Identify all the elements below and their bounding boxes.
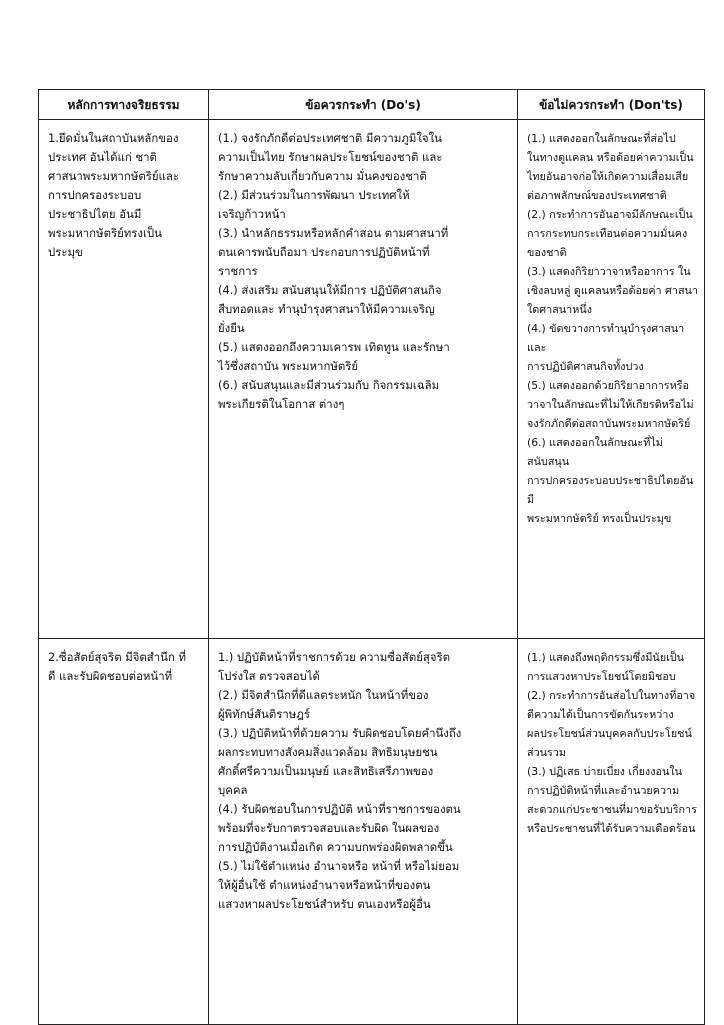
ethics-table <box>38 89 705 1025</box>
principle-line: 1.ยึดมั่นในสถาบันหลักของ <box>48 131 179 145</box>
table-row <box>39 639 705 1025</box>
dos-cell <box>209 639 518 1025</box>
donts-line: (3.) แสดงกิริยาวาจาหรืออาการ ใน <box>527 265 691 278</box>
donts-line: วาจาในลักษณะที่ไม่ให้เกียรติหรือไม่ <box>527 398 694 411</box>
dos-line: (1.) จงรักภักดีต่อประเทศชาติ มีความภูมิใจใน <box>218 131 442 145</box>
dos-line: (3.) ปฏิบัติหน้าที่ด้วยความ รับผิดชอบโดยคำนึงถึง <box>218 726 462 740</box>
dos-line: ศักดิ์ศรีความเป็นมนุษย์ และสิทธิเสรีภาพของ <box>218 764 434 778</box>
donts-line: ใดศาสนาหนึ่ง <box>527 303 593 316</box>
header-dos: ข้อควรกระทำ (Do's) <box>209 90 518 120</box>
dos-line: เจริญก้าวหน้า <box>218 207 286 221</box>
donts-line: พระมหากษัตริย์ ทรงเป็นประมุข <box>527 512 672 525</box>
header-donts: ข้อไม่ควรกระทำ (Don'ts) <box>518 90 705 120</box>
dos-line: พระเกียรติในโอกาส ต่างๆ <box>218 397 345 411</box>
dos-line: 1.) ปฏิบัติหน้าที่ราชการด้วย ความซื่อสัตย์สุจริต <box>218 650 451 664</box>
dos-line: (2.) มีส่วนร่วมในการพัฒนา ประเทศให้ <box>218 188 410 202</box>
dos-line: ความเป็นไทย รักษาผลประโยชน์ของชาติ และ <box>218 150 443 164</box>
donts-line: การปฏิบัติศาสนกิจทั้งปวง <box>527 360 644 373</box>
donts-line: การปฏิบัติหน้าที่และอำนวยความ <box>527 784 680 797</box>
dos-line: (5.) แสดงออกถึงความเคารพ เทิดทูน และรักษา <box>218 340 450 354</box>
dos-line: ยั่งยืน <box>218 321 245 335</box>
dos-line: (3.) นำหลักธรรมหรือหลักคำสอน ตามศาสนาที่ <box>218 226 449 240</box>
dos-line: ราชการ <box>218 264 258 278</box>
donts-line: (3.) ปฏิเสธ บ่ายเบี่ยง เกี่ยงงอนใน <box>527 765 682 778</box>
dos-line: สืบทอดและ ทำนุบำรุงศาสนาให้มีความเจริญ <box>218 302 435 316</box>
donts-line: จงรักภักดีต่อสถาบันพระมหากษัตริย์ <box>527 417 691 430</box>
donts-line: ผลประโยชน์ส่วนบุคคลกับประโยชน์ <box>527 727 692 740</box>
dos-line: พร้อมที่จะรับกาตรวจสอบและรับผิด ในผลของ <box>218 821 440 835</box>
dos-line: ผลกระทบทางสังคมสิ่งแวดล้อม สิทธิมนุษยชน <box>218 745 438 759</box>
dos-line: รักษาความลับเกี่ยวกับความ มั่นคงของชาติ <box>218 169 427 183</box>
dos-line: ให้ผู้อื่นใช้ ตำแหน่งอำนาจหรือหน้าที่ของตน <box>218 878 431 892</box>
donts-line: เชิงลบหลู่ ดูแคลนหรือด้อยค่า ศาสนา <box>527 284 699 297</box>
dos-line: (4.) รับผิดชอบในการปฏิบัติ หน้าที่ราชการของตน <box>218 802 461 816</box>
principle-line: ประชาธิปไตย อันมี <box>48 207 142 221</box>
dos-line: ไว้ซึ่งสถาบัน พระมหากษัตริย์ <box>218 359 359 373</box>
donts-line: (5.) แสดงออกด้วยกิริยาอาการหรือ <box>527 379 689 392</box>
donts-line: การแสวงหาประโยชน์โดยมิชอบ <box>527 670 676 683</box>
donts-line: การกระทบกระเทือนต่อความมั่นคง <box>527 227 688 240</box>
principle-line: การปกครองระบอบ <box>48 188 142 202</box>
principle-line: ศาสนาพระมหากษัตริย์และ <box>48 169 179 183</box>
donts-line: สะดวกแก่ประชาชนที่มาขอรับบริการ <box>527 803 697 816</box>
dos-line: (6.) สนับสนุนและมีส่วนร่วมกับ กิจกรรมเฉลิม <box>218 378 440 392</box>
dos-line: (2.) มีจิตสำนึกที่ดีแลตระหนัก ในหน้าที่ของ <box>218 688 429 702</box>
dos-line: ตนเคารพนับถือมา ประกอบการปฏิบัติหน้าที่ <box>218 245 430 259</box>
donts-line: ไทยอันอาจก่อให้เกิดความเสื่อมเสีย <box>527 170 689 183</box>
donts-line: (1.) แสดงถึงพฤติกรรมซึ่งมีนัยเป็น <box>527 651 685 664</box>
table-row <box>39 120 705 639</box>
principle-cell <box>39 639 209 1025</box>
donts-line: ตีความได้เป็นการขัดกันระหว่าง <box>527 708 674 721</box>
donts-line: หรือประชาชนที่ได้รับความเดือดร้อน <box>527 822 696 835</box>
principle-line: ดี และรับผิดชอบต่อหน้าที่ <box>48 669 173 683</box>
donts-line: ในทางดูแคลน หรือด้อยค่าความเป็น <box>527 151 694 164</box>
principle-line: พระมหากษัตริย์ทรงเป็น <box>48 226 162 240</box>
donts-line: (1.) แสดงออกในลักษณะที่ส่อไป <box>527 132 676 145</box>
dos-line: โปร่งใส ตรวจสอบได้ <box>218 669 320 683</box>
dos-cell <box>209 120 518 639</box>
donts-line: ของชาติ <box>527 246 567 259</box>
dos-line: การปฏิบัติงานเมื่อเกิด ความบกพร่องผิดพลาดขึ้น <box>218 840 453 854</box>
donts-line: (2.) กระทำการอันส่อไปในทางที่อาจ <box>527 689 696 702</box>
donts-line: (6.) แสดงออกในลักษณะที่ไม่สนับสนุน <box>527 436 663 468</box>
donts-line: การปกครองระบอบประชาธิปไตยอันมี <box>527 474 694 506</box>
donts-line: (4.) ขัดขวางการทำนุบำรุงศาสนา และ <box>527 322 685 354</box>
principle-line: ประมุข <box>48 245 83 259</box>
principle-line: 2.ซื่อสัตย์สุจริต มีจิตสำนึก ที่ <box>48 650 186 664</box>
dos-line: (4.) ส่งเสริม สนับสนุนให้มีการ ปฏิบัติศาสนกิจ <box>218 283 442 297</box>
dos-line: ผู้พิทักษ์สันติราษฎร์ <box>218 707 311 721</box>
dos-line: แสวงหาผลประโยชน์สำหรับ ตนเองหรือผู้อื่น <box>218 897 431 911</box>
table-header-row <box>39 90 705 120</box>
dos-line: (5.) ไม่ใช้ตำแหน่ง อำนาจหรือ หน้าที่ หรือไม่ยอม <box>218 859 460 873</box>
donts-line: ต่อภาพลักษณ์ของประเทศชาติ <box>527 189 667 202</box>
principle-line: ประเทศ อันได้แก่ ชาติ <box>48 150 157 164</box>
header-principle: หลักการทางจริยธรรม <box>39 90 209 120</box>
principle-cell <box>39 120 209 639</box>
donts-cell <box>518 120 705 639</box>
donts-line: ส่วนรวม <box>527 746 567 759</box>
donts-cell <box>518 639 705 1025</box>
dos-line: บุคคล <box>218 783 248 797</box>
donts-line: (2.) กระทำการอันอาจมีลักษณะเป็น <box>527 208 693 221</box>
